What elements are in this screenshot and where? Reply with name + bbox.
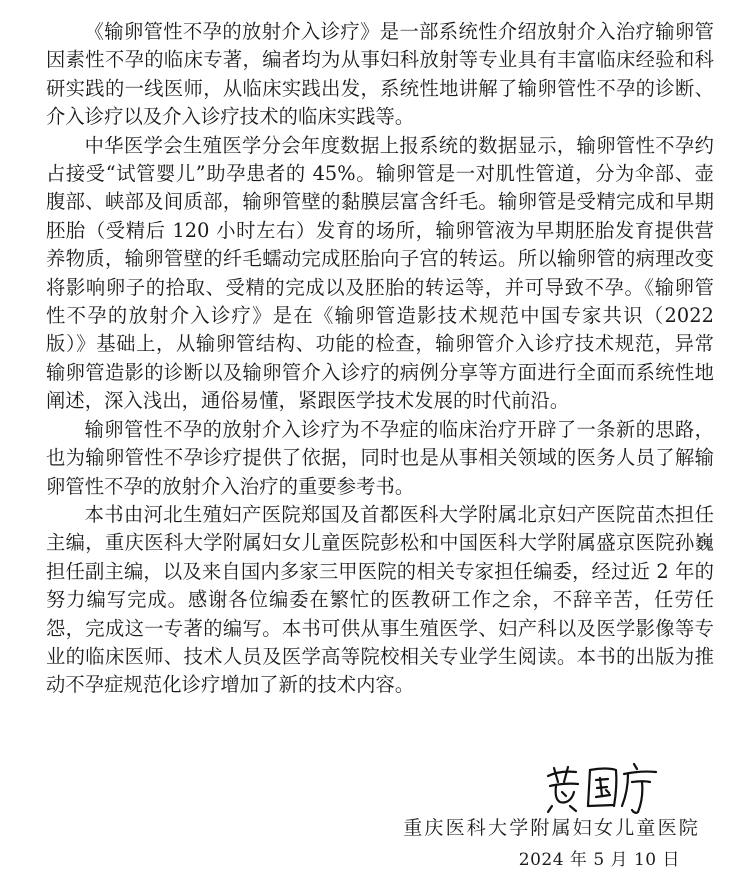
- paragraph-2: 中华医学会生殖医学分会年度数据上报系统的数据显示，输卵管性不孕约占接受“试管婴儿”助孕患者的 45%。输卵管是一对肌性管道，分为伞部、壶腹部、峡部及间质部，输卵管壁的黏膜层富含纤毛。输卵管是受精完成和早期胚胎（受精后 120 小时左右）发育的场所，输卵管液为早期胚胎发育提供营养物质，输卵管壁的纤毛蠕动完成胚胎向子宫的转运。所以输卵管的病理改变将影响卵子的拾取、受精的完成以及胚胎的转运等，并可导致不孕。《输卵管性不孕的放射介入诊疗》是在《输卵管造影技术规范中国专家共识（2022 版）》基础上，从输卵管结构、功能的检查，输卵管介入诊疗技术规范，异常输卵管造影的诊断以及输卵管介入诊疗的病例分享等方面进行全面而系统性地阐述，深入浅出，通俗易懂，紧跟医学技术发展的时代前沿。: [46, 133, 714, 413]
- paragraph-3: 输卵管性不孕的放射介入诊疗为不孕症的临床治疗开辟了一条新的思路，也为输卵管性不孕诊疗提供了依据，同时也是从事相关领域的医务人员了解输卵管性不孕的放射介入治疗的重要参考书。: [46, 417, 714, 498]
- affiliation-text: 重庆医科大学附属妇女儿童医院: [403, 817, 700, 839]
- handwritten-signature: [542, 762, 662, 814]
- paragraph-4: 本书由河北生殖妇产医院郑国及首都医科大学附属北京妇产医院苗杰担任主编，重庆医科大学附属妇女儿童医院彭松和中国医科大学附属盛京医院孙巍担任副主编，以及来自国内多家三甲医院的相关专家担任编委，经过近 2 年的努力编写完成。感谢各位编委在繁忙的医教研工作之余，不辞辛苦，任劳任怨，完成这一专著的编写。本书可供从事生殖医学、妇产科以及医学影像等专业的临床医师、技术人员及医学高等院校相关专业学生阅读。本书的出版为推动不孕症规范化诊疗增加了新的技术内容。: [46, 502, 714, 697]
- date-text: 2024 年 5 月 10 日: [518, 850, 680, 870]
- signature-block: [382, 762, 702, 872]
- preface-body: [46, 18, 714, 700]
- paragraph-1: 《输卵管性不孕的放射介入诊疗》是一部系统性介绍放射介入治疗输卵管因素性不孕的临床专著，编者均为从事妇科放射等专业具有丰富临床经验和科研实践的一线医师，从临床实践出发，系统性地讲解了输卵管性不孕的诊断、介入诊疗以及介入诊疗技术的临床实践等。: [46, 20, 714, 129]
